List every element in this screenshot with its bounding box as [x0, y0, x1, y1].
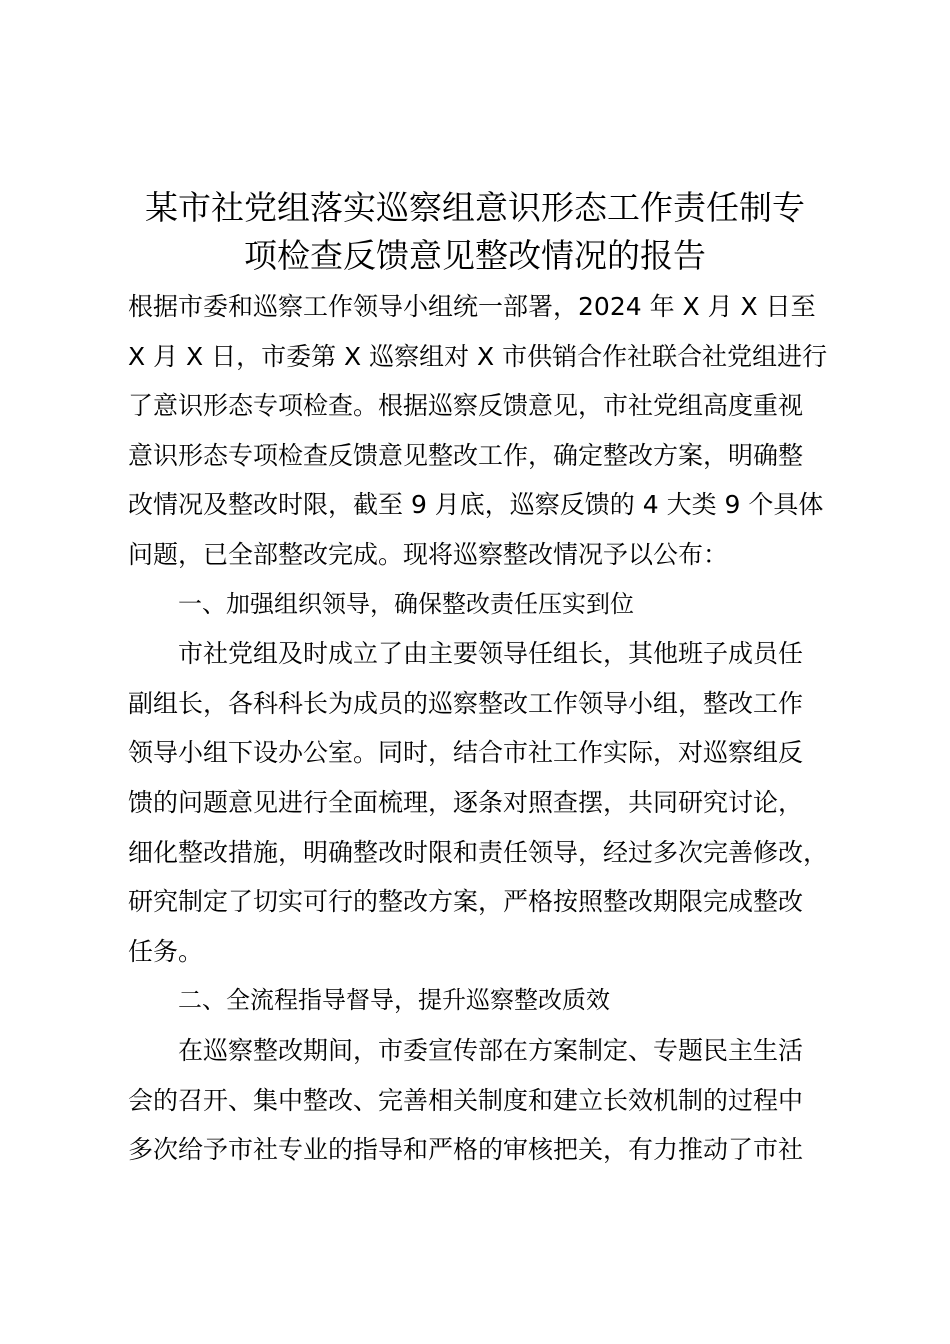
intro-paragraph [128, 282, 863, 580]
section-1-line: 任务。 [128, 936, 204, 966]
intro-line: X 月 X 日，市委第 X 巡察组对 X 市供销合作社联合社党组进行 [128, 341, 828, 371]
section-1-line: 研究制定了切实可行的整改方案，严格按照整改期限完成整改 [128, 887, 804, 917]
title-line-1: 某市社党组落实巡察组意识形态工作责任制专 [145, 188, 805, 227]
section-1-line: 馈的问题意见进行全面梳理，逐条对照查摆，共同研究讨论， [128, 787, 804, 817]
section-2-heading: 二、全流程指导督导，提升巡察整改质效 [178, 986, 610, 1015]
section-2-line: 多次给予市社专业的指导和严格的审核把关，有力推动了市社 [128, 1135, 804, 1165]
intro-line: 意识形态专项检查反馈意见整改工作，确定整改方案，明确整 [128, 440, 804, 470]
intro-line: 问题，已全部整改完成。现将巡察整改情况予以公布： [128, 539, 729, 569]
section-2-line: 会的召开、集中整改、完善相关制度和建立长效机制的过程中 [128, 1085, 804, 1115]
section-2-line: 在巡察整改期间，市委宣传部在方案制定、专题民主生活 [178, 1035, 804, 1065]
section-1-line: 领导小组下设办公室。同时，结合市社工作实际，对巡察组反 [128, 738, 804, 768]
section-1-heading: 一、加强组织领导，确保整改责任压实到位 [178, 589, 634, 618]
section-1-line: 副组长，各科科长为成员的巡察整改工作领导小组，整改工作 [128, 688, 804, 718]
section-1-line: 市社党组及时成立了由主要领导任组长，其他班子成员任 [178, 639, 804, 669]
intro-line: 根据市委和巡察工作领导小组统一部署，2024 年 X 月 X 日至 [128, 292, 816, 321]
document-body [128, 282, 863, 1175]
intro-line: 改情况及整改时限，截至 9 月底，巡察反馈的 4 大类 9 个具体 [128, 490, 824, 520]
section-1-paragraph [128, 629, 863, 976]
intro-line: 了意识形态专项检查。根据巡察反馈意见，市社党组高度重视 [128, 391, 804, 421]
section-2-paragraph [128, 1026, 863, 1175]
document-title [120, 184, 830, 280]
title-line-2: 项检查反馈意见整改情况的报告 [244, 236, 706, 275]
section-1-line: 细化整改措施，明确整改时限和责任领导，经过多次完善修改， [128, 837, 829, 867]
